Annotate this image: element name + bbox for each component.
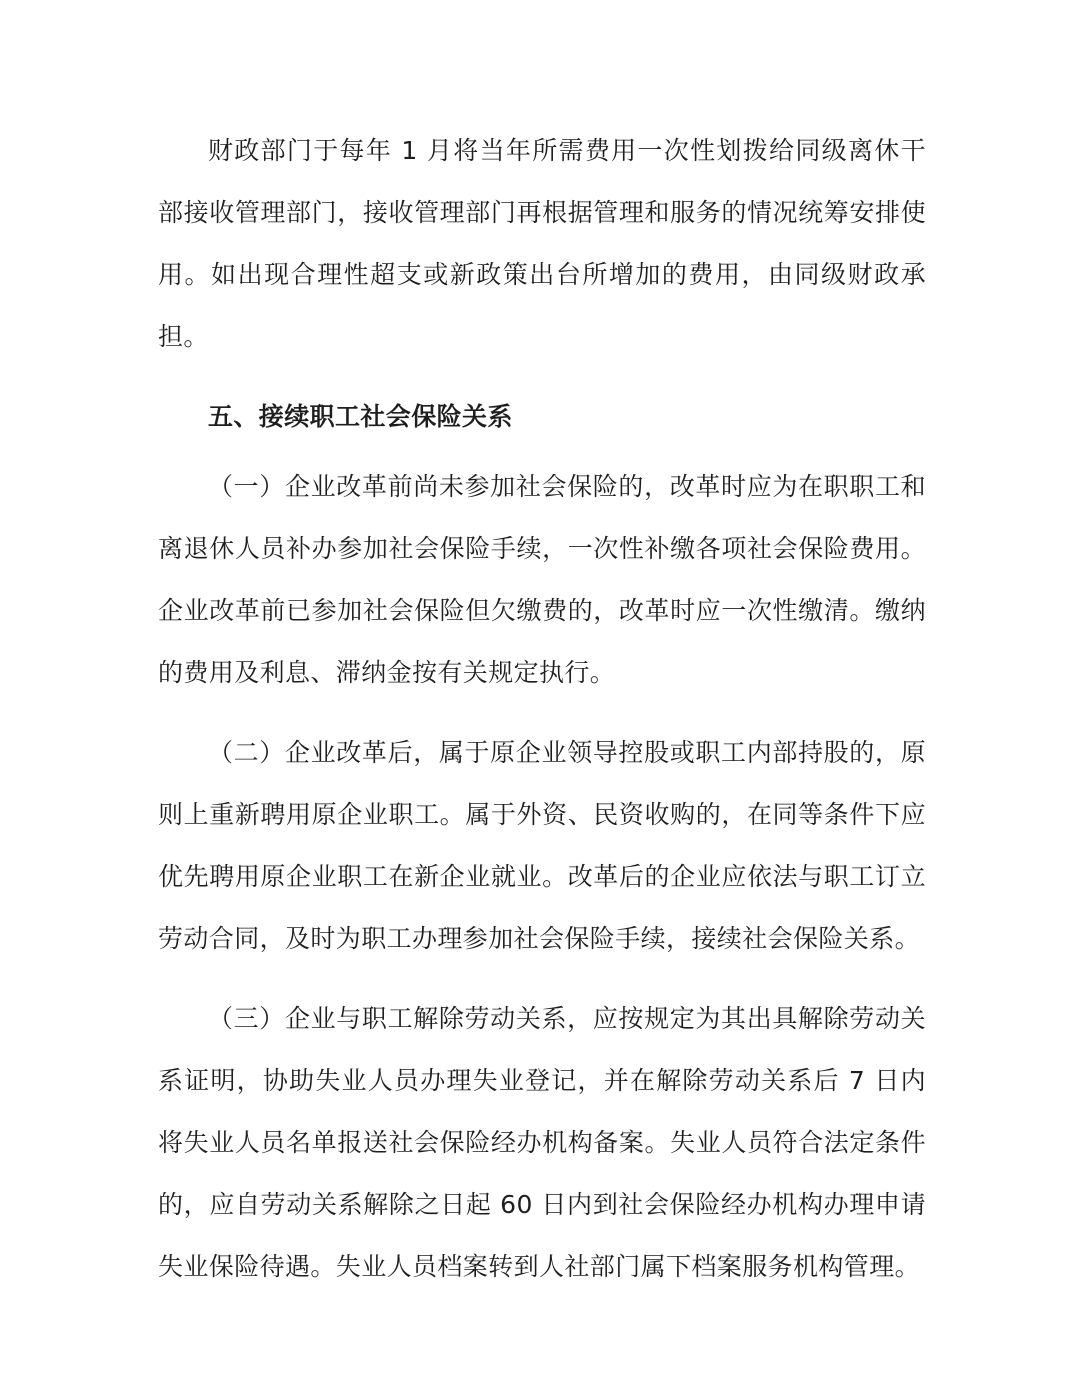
paragraph-item-2: （二）企业改革后，属于原企业领导控股或职工内部持股的，原则上重新聘用原企业职工。属于外资、民资收购的，在同等条件下应优先聘用原企业职工在新企业就业。改革后的企业应依法与职工订立劳动合同，及时为职工办理参加社会保险手续，接续社会保险关系。: [158, 738, 926, 953]
paragraph-item-1: （一）企业改革前尚未参加社会保险的，改革时应为在职职工和离退休人员补办参加社会保险手续，一次性补缴各项社会保险费用。企业改革前已参加社会保险但欠缴费的，改革时应一次性缴清。缴纳的费用及利息、滞纳金按有关规定执行。: [158, 472, 926, 687]
paragraph-funding: 财政部门于每年 1 月将当年所需费用一次性划拨给同级离休干部接收管理部门，接收管理部门再根据管理和服务的情况统筹安排使用。如出现合理性超支或新政策出台所增加的费用，由同级财政承担。: [158, 136, 926, 351]
document-body: [158, 120, 926, 1298]
paragraph-item-3: （三）企业与职工解除劳动关系，应按规定为其出具解除劳动关系证明，协助失业人员办理失业登记，并在解除劳动关系后 7 日内将失业人员名单报送社会保险经办机构备案。失业人员符合法定条件的，应自劳动关系解除之日起 60 日内到社会保险经办机构办理申请失业保险待遇。失业人员档案转到人社部门属下档案服务机构管理。: [158, 1004, 926, 1281]
section-heading-5: 五、接续职工社会保险关系: [208, 402, 513, 431]
